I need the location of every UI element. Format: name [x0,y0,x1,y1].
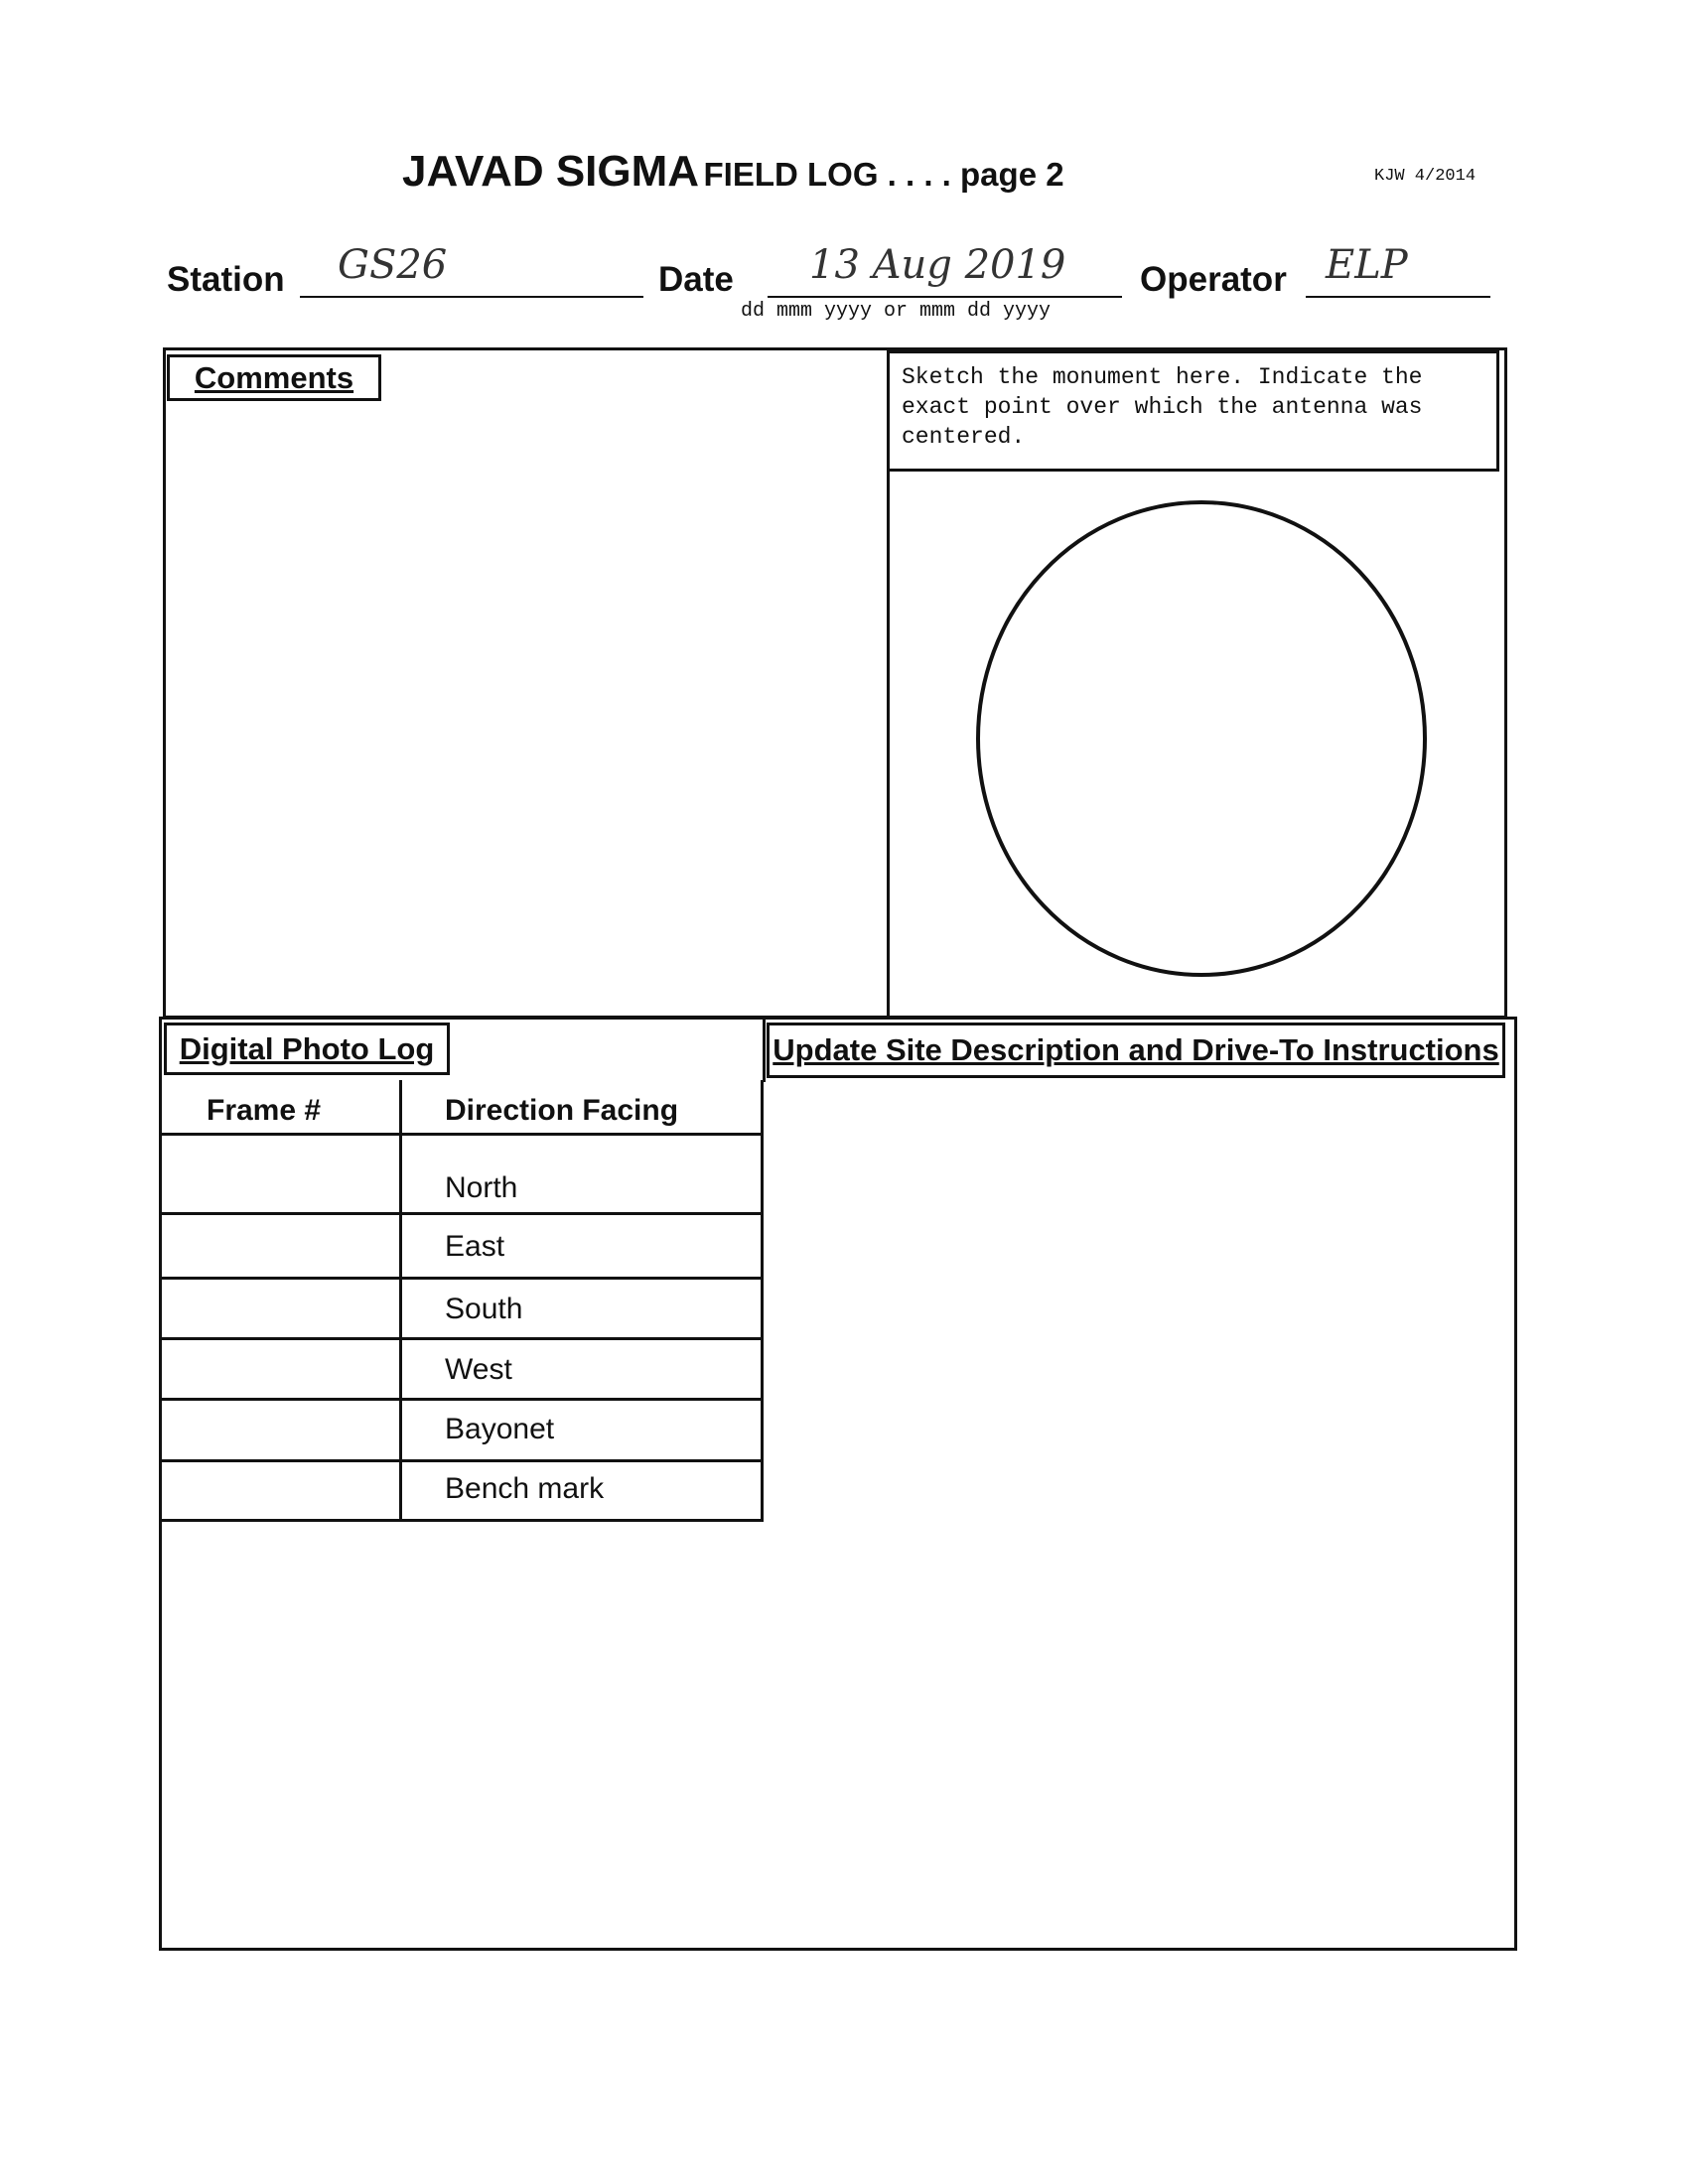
station-label: Station [167,260,285,299]
monument-sketch-circle[interactable] [968,496,1435,983]
form-reference: KJW 4/2014 [1374,167,1477,186]
site-description-label: Update Site Description and Drive-To Instructions [767,1023,1505,1078]
photo-log-table [161,1080,765,1522]
date-format-hint: dd mmm yyyy or mmm dd yyyy [741,300,1052,323]
column-header-frame: Frame # [207,1094,322,1127]
frame-number-cell[interactable] [161,1462,397,1519]
frame-number-cell[interactable] [161,1280,397,1337]
station-underline [300,296,643,298]
column-header-direction: Direction Facing [445,1094,679,1127]
direction-bayonet: Bayonet [445,1413,555,1445]
table-row [161,1340,764,1398]
form-title-main: JAVAD SIGMA [402,147,700,196]
date-underline [768,296,1122,298]
comments-area[interactable] [174,409,874,1005]
table-row [161,1280,764,1337]
form-title [402,147,1064,197]
site-description-area[interactable] [774,1092,1504,1936]
date-value[interactable]: 13 Aug 2019 [809,242,1066,288]
table-row [161,1401,764,1459]
date-label: Date [658,260,734,299]
direction-north: North [445,1171,518,1204]
operator-underline [1306,296,1490,298]
comments-label: Comments [167,354,381,401]
site-description-divider [763,1017,766,1082]
sketch-instructions: Sketch the monument here. Indicate the exact point over which the antenna was centered. [902,364,1423,450]
frame-number-cell[interactable] [161,1401,397,1459]
station-value[interactable]: GS26 [338,242,448,288]
direction-west: West [445,1353,512,1386]
direction-east: East [445,1230,505,1263]
frame-number-cell[interactable] [161,1136,397,1212]
frame-number-cell[interactable] [161,1340,397,1398]
direction-bench-mark: Bench mark [445,1472,605,1505]
sketch-instructions-box [887,350,1499,472]
table-row [161,1136,764,1212]
table-row [161,1462,764,1519]
form-title-rest: FIELD LOG . . . . page 2 [703,156,1064,193]
direction-south: South [445,1293,523,1325]
table-row [161,1215,764,1277]
operator-value[interactable]: ELP [1326,242,1408,288]
frame-number-cell[interactable] [161,1215,397,1277]
photo-log-label: Digital Photo Log [164,1023,450,1075]
table-bottom-rule [161,1519,764,1522]
operator-label: Operator [1140,260,1287,299]
